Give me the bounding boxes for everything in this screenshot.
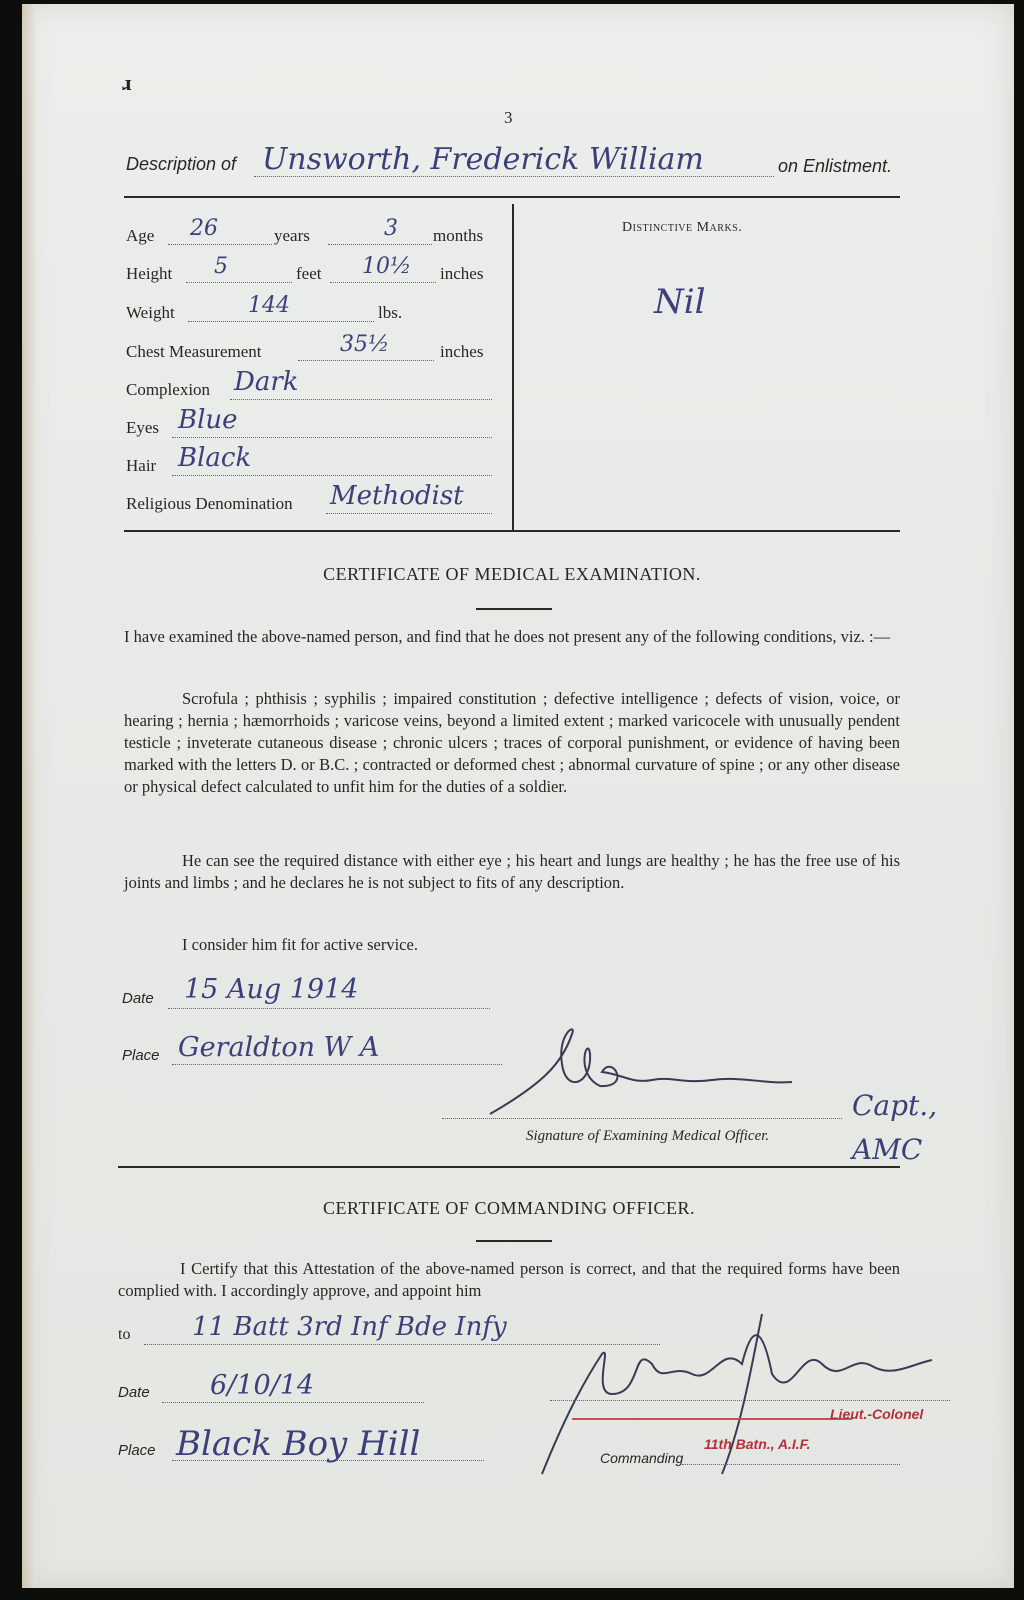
age-label: Age xyxy=(126,226,155,245)
commanding-date-value: 6/10/14 xyxy=(210,1370,315,1401)
medical-heading: CERTIFICATE OF MEDICAL EXAMINATION. xyxy=(323,564,701,584)
inches-label: inches xyxy=(440,264,484,283)
commanding-label: Commanding xyxy=(600,1450,684,1466)
commanding-to-value: 11 Batt 3rd Inf Bde Infy xyxy=(192,1312,507,1342)
medical-heading-rule xyxy=(476,608,552,610)
section-rule-2 xyxy=(118,1166,900,1168)
corner-mark: ɹ xyxy=(122,70,132,95)
months-label: months xyxy=(433,226,484,245)
height-label: Height xyxy=(126,264,173,283)
height-feet: 5 xyxy=(214,254,228,279)
religion-value: Methodist xyxy=(330,481,464,511)
commanding-heading: CERTIFICATE OF COMMANDING OFFICER. xyxy=(323,1198,695,1218)
complexion-value: Dark xyxy=(234,367,299,397)
stamp-rank: Lieut.-Colonel xyxy=(830,1406,924,1422)
weight-value: 144 xyxy=(248,293,290,318)
column-divider xyxy=(512,204,514,530)
age-months: 3 xyxy=(384,216,398,241)
description-prefix: Description of xyxy=(126,154,237,174)
hair-value: Black xyxy=(178,443,252,473)
commanding-place-value: Black Boy Hill xyxy=(176,1424,421,1464)
chest-label: Chest Measurement xyxy=(126,342,262,361)
medical-officer-signature xyxy=(482,1014,822,1124)
medical-signature-caption: Signature of Examining Medical Officer. xyxy=(526,1128,770,1144)
page-number: 3 xyxy=(504,108,513,127)
section-rule-1 xyxy=(124,530,900,532)
medical-officer-rank: Capt., AMC xyxy=(852,1089,938,1166)
distinctive-marks-value: Nil xyxy=(654,282,706,322)
medical-place-label: Place xyxy=(122,1047,160,1064)
chest-unit: inches xyxy=(440,342,484,361)
height-inches: 10½ xyxy=(362,254,412,279)
distinctive-marks-heading: Distinctive Marks. xyxy=(622,220,743,235)
medical-sight: He can see the required distance with either eye ; his heart and lungs are healthy ; he has the free use of his joints and limbs ; and he declares he is not subject to fits of any description. xyxy=(124,851,900,892)
commanding-officer-signature xyxy=(522,1304,942,1484)
medical-conditions: Scrofula ; phthisis ; syphilis ; impaired constitution ; defective intelligence ; defects of vision, voice, or hearing ; hernia ; hæmorrhoids ; varicose veins, beyond a limited extent ; marked varicocele with unusually pendent testicle ; inveterate cutaneous disease ; chronic ulcers ; traces of corporal punishment, or evidence of having been marked with the letters D. or B.C. ; contracted or deformed chest ; abnormal curvature of spine ; or any other disease or physical defect calculated to unfit him for the duties of a soldier. xyxy=(124,689,900,796)
header-rule xyxy=(124,196,900,198)
commanding-to-label: to xyxy=(118,1326,131,1343)
lbs-label: lbs. xyxy=(378,303,403,322)
commanding-text: I Certify that this Attestation of the above-named person is correct, and that the required forms have been complied with. I accordingly approve, and appoint him xyxy=(118,1259,900,1300)
document-page xyxy=(22,4,1014,1588)
description-suffix: on Enlistment. xyxy=(778,156,893,176)
eyes-label: Eyes xyxy=(126,418,160,437)
commanding-heading-rule xyxy=(476,1240,552,1242)
eyes-value: Blue xyxy=(178,405,238,435)
weight-label: Weight xyxy=(126,303,175,322)
years-label: years xyxy=(274,226,310,245)
medical-date-value: 15 Aug 1914 xyxy=(184,974,359,1005)
hair-label: Hair xyxy=(126,456,157,475)
commanding-date-label: Date xyxy=(118,1384,150,1401)
stamp-unit: 11th Batn., A.I.F. xyxy=(704,1436,811,1452)
chest-value: 35½ xyxy=(340,332,390,357)
medical-intro: I have examined the above-named person, and find that he does not present any of the following conditions, viz. :— xyxy=(124,627,891,646)
religion-label: Religious Denomination xyxy=(126,494,293,513)
stamp-red-line xyxy=(572,1418,852,1420)
complexion-label: Complexion xyxy=(126,380,211,399)
medical-place-value: Geraldton W A xyxy=(178,1032,380,1063)
age-years: 26 xyxy=(190,216,218,241)
feet-label: feet xyxy=(296,264,322,283)
soldier-name: Unsworth, Frederick William xyxy=(262,142,704,177)
medical-fit: I consider him fit for active service. xyxy=(182,935,418,954)
commanding-place-label: Place xyxy=(118,1442,156,1459)
medical-date-label: Date xyxy=(122,990,154,1007)
